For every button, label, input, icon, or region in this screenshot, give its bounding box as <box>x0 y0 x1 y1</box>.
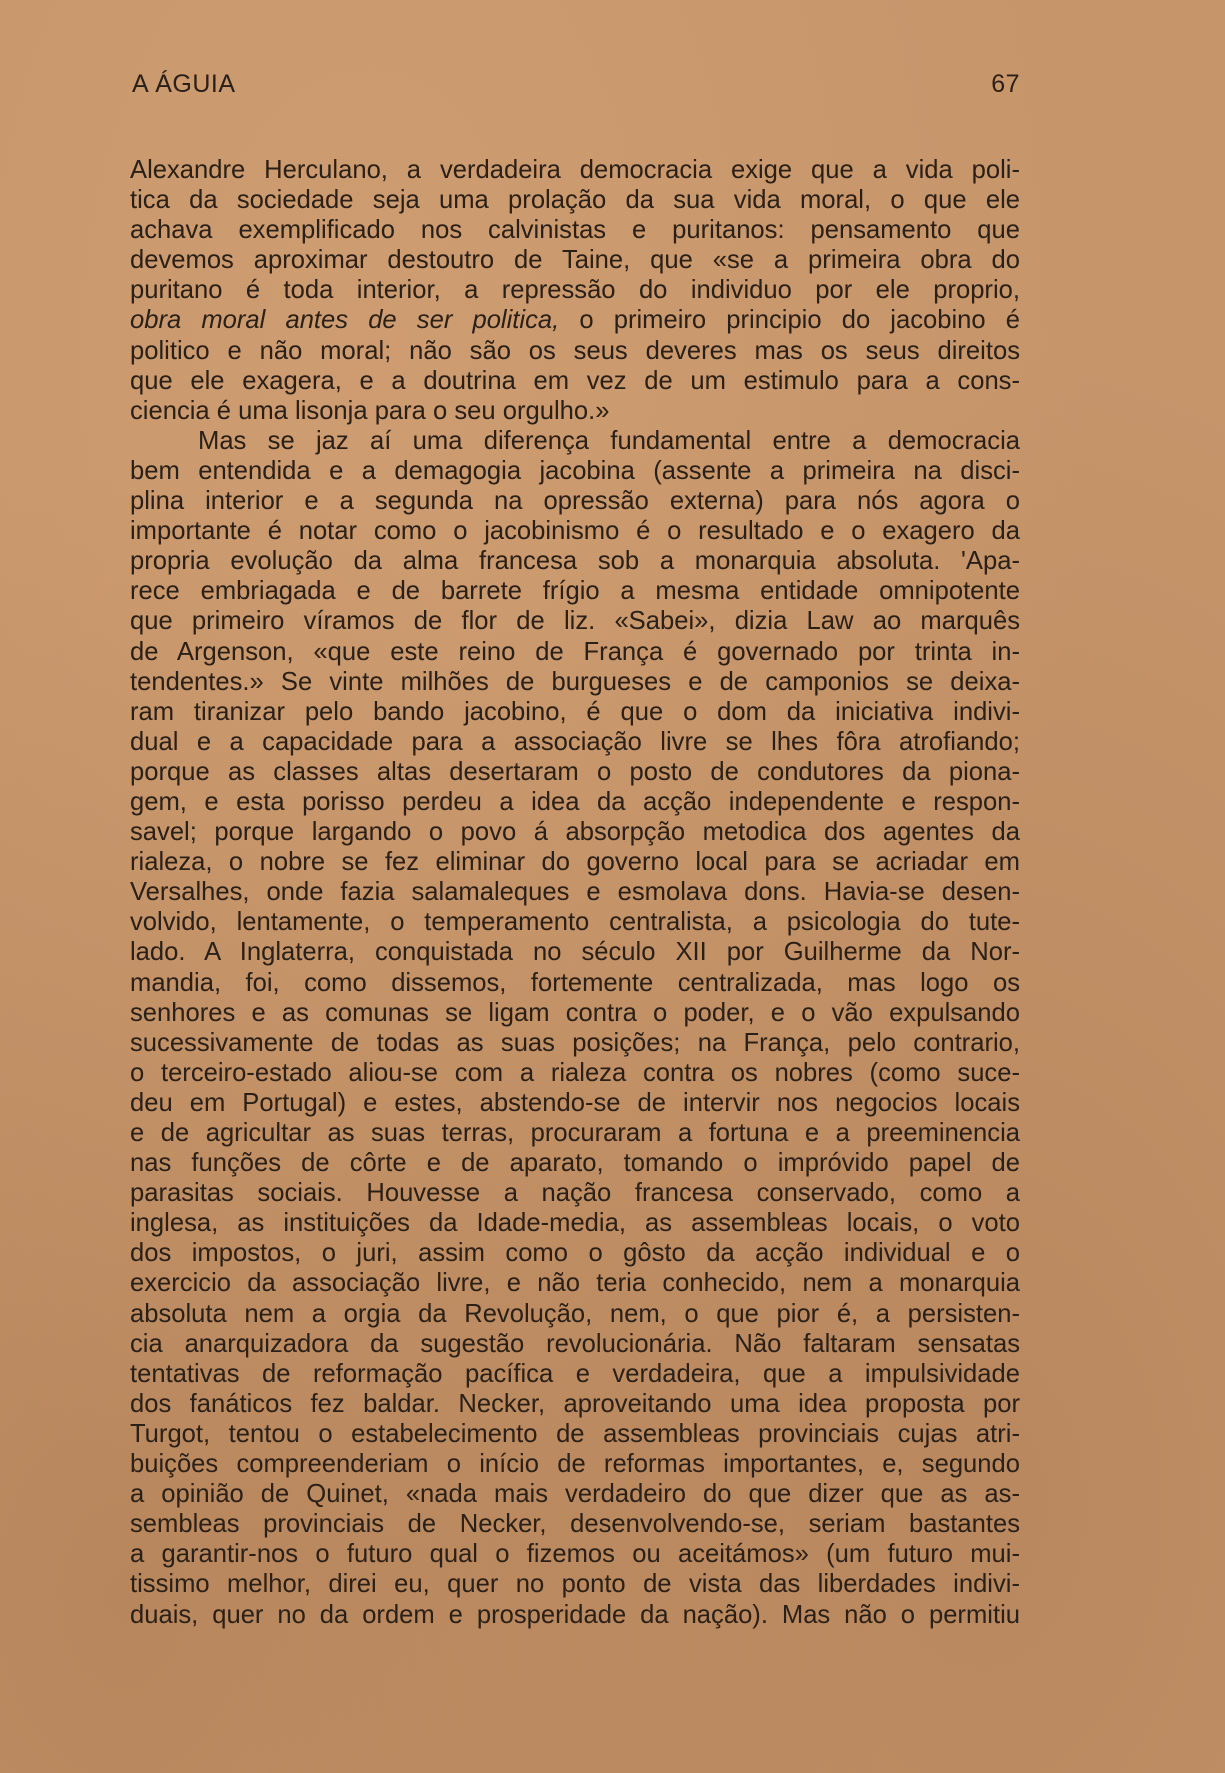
text-line: gem, e esta porisso perdeu a idea da acção independente e respon- <box>130 787 1020 816</box>
text-line: volvido, lentamente, o temperamento centralista, a psicologia do tute- <box>130 908 1020 937</box>
text-line: a opinião de Quinet, «nada mais verdadeiro do que dizer que as as- <box>130 1480 1020 1509</box>
text-line: parasitas sociais. Houvesse a nação francesa conservado, como a <box>130 1179 1020 1208</box>
text-line-rest: o primeiro principio do jacobino é <box>559 306 1021 335</box>
text-line: Mas se jaz aí uma diferença fundamental entre a democracia <box>198 426 1020 455</box>
text-line: dual e a capacidade para a associação livre se lhes fôra atrofiando; <box>130 727 1020 756</box>
text-line: deu em Portugal) e estes, abstendo-se de intervir nos negocios locais <box>130 1088 1020 1117</box>
text-line: Turgot, tentou o estabelecimento de assembleas provinciais cujas atri- <box>130 1419 1020 1448</box>
text-line: mandia, foi, como dissemos, fortemente centralizada, mas logo os <box>130 968 1020 997</box>
text-line: dos fanáticos fez baldar. Necker, aproveitando uma idea proposta por <box>130 1389 1020 1418</box>
text-line: que ele exagera, e a doutrina em vez de um estimulo para a cons- <box>130 366 1020 395</box>
text-line: tentativas de reformação pacífica e verdadeira, que a impulsividade <box>130 1359 1020 1388</box>
text-line: bem entendida e a demagogia jacobina (assente a primeira na disci- <box>130 456 1020 485</box>
text-line: politico e não moral; não são os seus deveres mas os seus direitos <box>130 336 1020 365</box>
text-line: sucessivamente de todas as suas posições; na França, pelo contrario, <box>130 1028 1020 1057</box>
text-line: exercicio da associação livre, e não teria conhecido, nem a monarquia <box>130 1269 1020 1298</box>
text-line: duais, quer no da ordem e prosperidade da nação). Mas não o permitiu <box>130 1600 1020 1629</box>
text-line: tendentes.» Se vinte milhões de burgueses e de camponios se deixa- <box>130 667 1020 696</box>
text-line: ram tiranizar pelo bando jacobino, é que o dom da iniciativa indivi- <box>130 697 1020 726</box>
text-line: nas funções de côrte e de aparato, tomando o impróvido papel de <box>130 1149 1020 1178</box>
text-line: tissimo melhor, direi eu, quer no ponto de vista das liberdades indivi- <box>130 1570 1020 1599</box>
text-line: devemos aproximar destoutro de Taine, que «se a primeira obra do <box>130 246 1020 275</box>
text-line: tica da sociedade seja uma prolação da sua vida moral, o que ele <box>130 186 1020 215</box>
text-line: Alexandre Herculano, a verdadeira democracia exige que a vida poli- <box>130 156 1020 184</box>
text-line: importante é notar como o jacobinismo é o resultado e o exagero da <box>130 517 1020 546</box>
text-line: propria evolução da alma francesa sob a monarquia absoluta. 'Apa- <box>130 547 1020 576</box>
running-title: A ÁGUIA <box>132 70 236 98</box>
text-line: lado. A Inglaterra, conquistada no século XII por Guilherme da Nor- <box>130 938 1020 967</box>
running-header <box>132 70 1020 99</box>
text-line: ciencia é uma lisonja para o seu orgulho.» <box>130 396 610 425</box>
text-line: o terceiro-estado aliou-se com a rialeza contra os nobres (como suce- <box>130 1058 1020 1087</box>
text-line: savel; porque largando o povo á absorpção metodica dos agentes da <box>130 818 1020 847</box>
text-line: buições compreenderiam o início de reformas importantes, e, segundo <box>130 1450 1020 1479</box>
text-line: puritano é toda interior, a repressão do individuo por ele proprio, <box>130 276 1020 305</box>
text-line: senhores e as comunas se ligam contra o poder, e o vão expulsando <box>130 998 1020 1027</box>
text-line: absoluta nem a orgia da Revolução, nem, o que pior é, a persisten- <box>130 1299 1020 1328</box>
text-line: plina interior e a segunda na opressão externa) para nós agora o <box>130 487 1020 516</box>
text-line: e de agricultar as suas terras, procuraram a fortuna e a preeminencia <box>130 1119 1020 1147</box>
text-line: Versalhes, onde fazia salamaleques e esmolava dons. Havia-se desen- <box>130 878 1020 907</box>
italic-quote: obra moral antes de ser politica, <box>130 306 560 335</box>
text-line: rece embriagada e de barrete frígio a mesma entidade omnipotente <box>130 577 1020 606</box>
text-line: dos impostos, o juri, assim como o gôsto da acção individual e o <box>130 1239 1020 1268</box>
text-line: rialeza, o nobre se fez eliminar do governo local para se acriadar em <box>130 848 1020 877</box>
text-line: inglesa, as instituições da Idade-media, as assembleas locais, o voto <box>130 1209 1020 1238</box>
text-line: a garantir-nos o futuro qual o fizemos ou aceitámos» (um futuro mui- <box>130 1540 1020 1569</box>
text-line: de Argenson, «que este reino de França é governado por trinta in- <box>130 637 1020 666</box>
page-number: 67 <box>991 70 1020 98</box>
text-line: achava exemplificado nos calvinistas e puritanos: pensamento que <box>130 216 1020 245</box>
body-text <box>130 155 1020 1630</box>
text-line-italic <box>130 305 1020 335</box>
text-line: que primeiro víramos de flor de liz. «Sabei», dizia Law ao marquês <box>130 607 1020 636</box>
text-line: cia anarquizadora da sugestão revolucionária. Não faltaram sensatas <box>130 1329 1020 1358</box>
text-line: porque as classes altas desertaram o posto de condutores da piona- <box>130 757 1020 786</box>
text-line: sembleas provinciais de Necker, desenvolvendo-se, seriam bastantes <box>130 1510 1020 1539</box>
